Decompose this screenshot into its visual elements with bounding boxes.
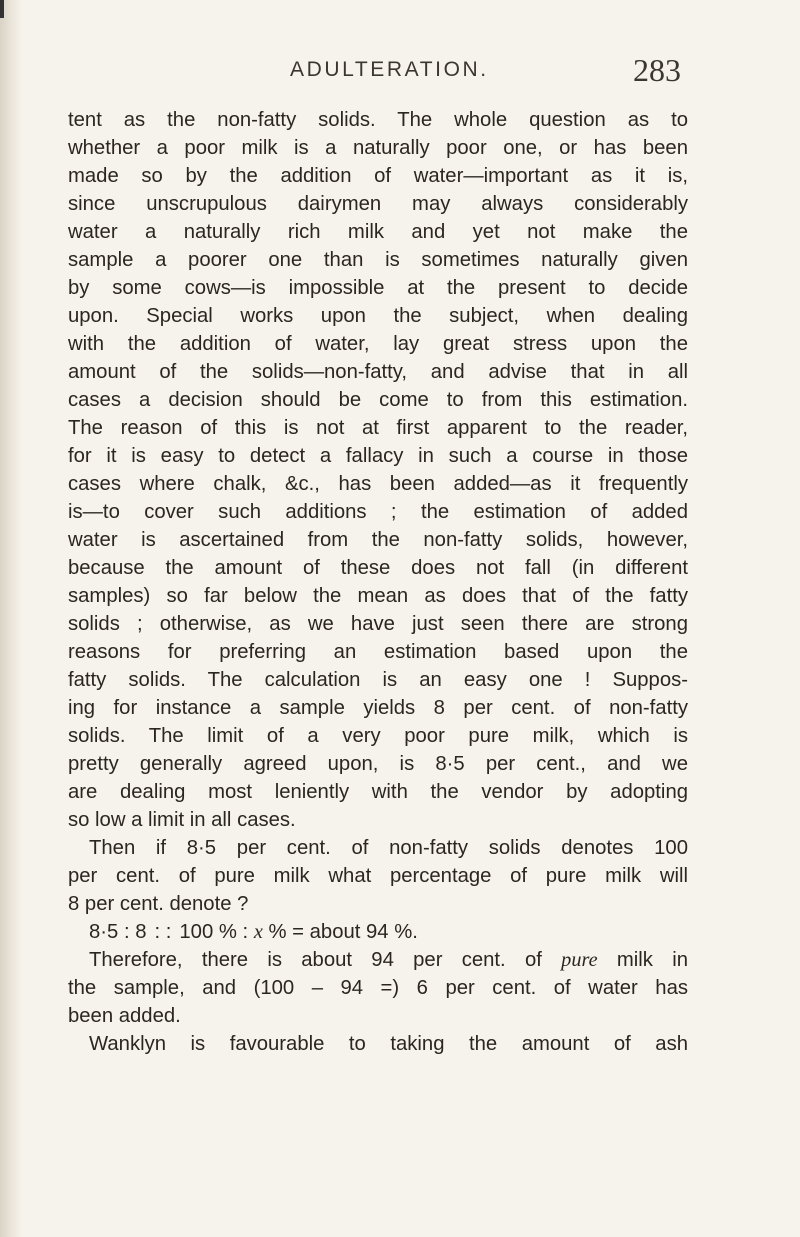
body-line: fatty solids. The calculation is an easy one ! Suppos- [68, 669, 688, 691]
page-gutter-shadow [0, 0, 22, 1237]
body-line: solids. The limit of a very poor pure milk, which is [68, 725, 688, 747]
body-line: solids ; otherwise, as we have just seen there are strong [68, 613, 688, 635]
body-line: made so by the addition of water—important as it is, [68, 165, 688, 187]
binding-mark [0, 0, 4, 18]
body-line: upon. Special works upon the subject, when dealing [68, 305, 688, 327]
body-line: Wanklyn is favourable to taking the amount of ash [89, 1033, 688, 1055]
body-line: pretty generally agreed upon, is 8·5 per cent., and we [68, 753, 688, 775]
body-line: 8 per cent. denote ? [68, 893, 249, 915]
body-line: for it is easy to detect a fallacy in such a course in those [68, 445, 688, 467]
text-run: Therefore, there is about 94 per cent. of [89, 949, 542, 971]
body-line: The reason of this is not at first apparent to the reader, [68, 417, 688, 439]
body-line: by some cows—is impossible at the present to decide [68, 277, 688, 299]
body-line: been added. [68, 1005, 181, 1027]
body-line: cases a decision should be come to from this estimation. [68, 389, 688, 411]
body-line: water a naturally rich milk and yet not make the [68, 221, 688, 243]
body-line: reasons for preferring an estimation based upon the [68, 641, 688, 663]
body-line: because the amount of these does not fall (in different [68, 557, 688, 579]
body-line: tent as the non-fatty solids. The whole question as to [68, 109, 688, 131]
body-line: Then if 8·5 per cent. of non-fatty solids denotes 100 [89, 837, 688, 859]
body-line: water is ascertained from the non-fatty solids, however, [68, 529, 688, 551]
body-line: with the addition of water, lay great stress upon the [68, 333, 688, 355]
formula-variable: x [253, 921, 263, 943]
body-line: whether a poor milk is a naturally poor one, or has been [68, 137, 688, 159]
formula-separator: : : [154, 921, 172, 943]
formula-left: 8·5 : 8 [89, 921, 147, 943]
body-line: since unscrupulous dairymen may always considerably [68, 193, 688, 215]
body-line: are dealing most leniently with the vendor by adopting [68, 781, 688, 803]
running-title: ADULTERATION. [290, 58, 489, 81]
body-line: so low a limit in all cases. [68, 809, 296, 831]
body-line: samples) so far below the mean as does that of the fatty [68, 585, 688, 607]
formula-right-a: 100 % : [179, 921, 249, 943]
body-line: is—to cover such additions ; the estimation of added [68, 501, 688, 523]
body-line: the sample, and (100 – 94 =) 6 per cent. of water has [68, 977, 688, 999]
running-head [0, 52, 800, 92]
formula-right-b: % = about 94 %. [268, 921, 418, 943]
body-line [68, 946, 688, 974]
body-line: amount of the solids—non-fatty, and advise that in all [68, 361, 688, 383]
proportion-formula [68, 918, 688, 946]
body-line: per cent. of pure milk what percentage of pure milk will [68, 865, 688, 887]
page-number: 283 [633, 52, 681, 88]
body-line: ing for instance a sample yields 8 per cent. of non-fatty [68, 697, 688, 719]
text-run: milk in [616, 949, 688, 971]
body-line: cases where chalk, &c., has been added—as it frequently [68, 473, 688, 495]
page-body [68, 106, 688, 1058]
body-line: sample a poorer one than is sometimes naturally given [68, 249, 688, 271]
emphasis-pure: pure [561, 949, 598, 971]
